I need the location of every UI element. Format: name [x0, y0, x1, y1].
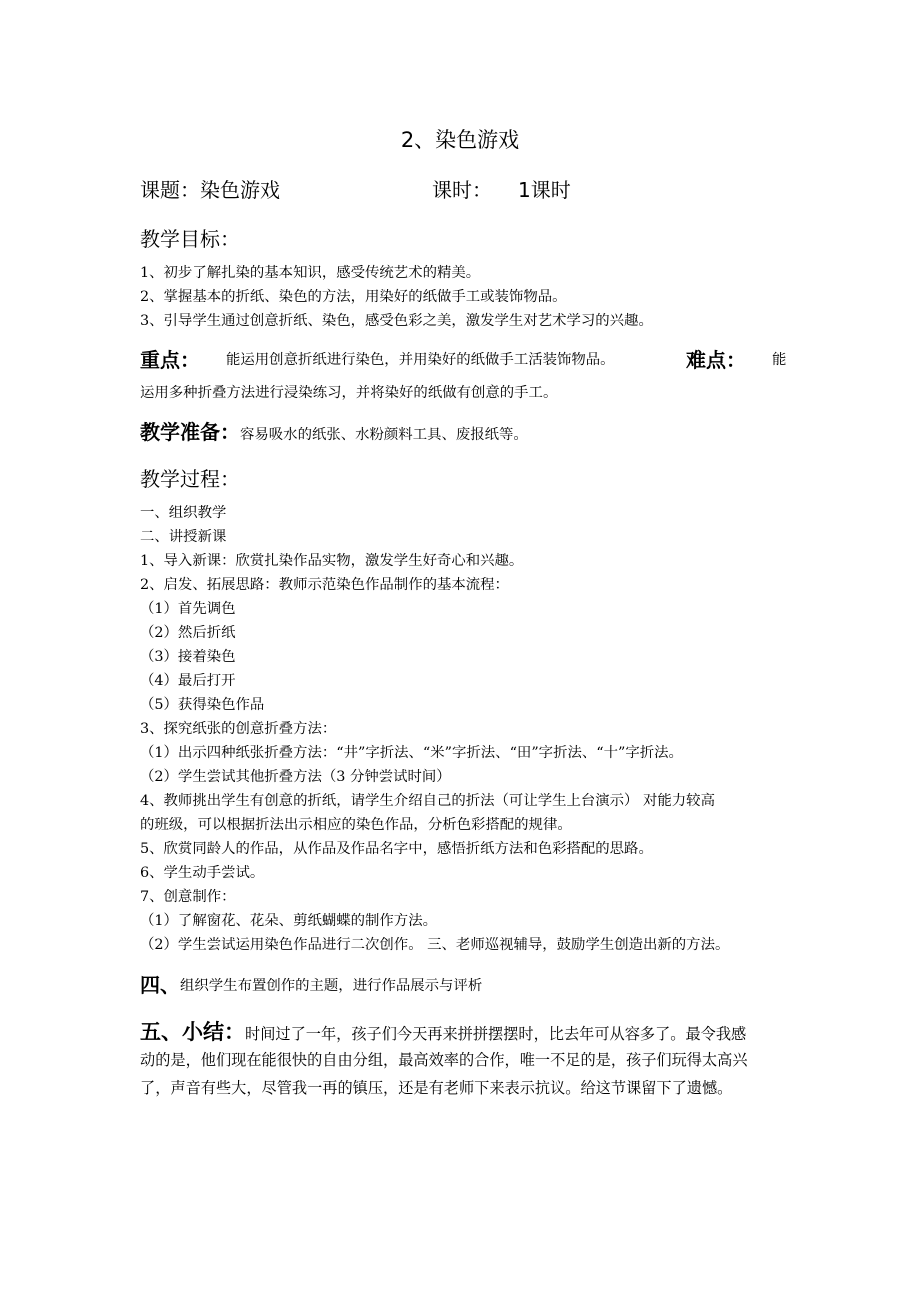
process-line: 2、启发、拓展思路：教师示范染色作品制作的基本流程： [140, 577, 509, 593]
section-four-label: 四、 [140, 973, 180, 997]
objective-item: 3、引导学生通过创意折纸、染色，感受色彩之美，激发学生对艺术学习的兴趣。 [140, 313, 653, 329]
section-four-row [140, 969, 482, 998]
process-line: 7、创意制作： [140, 889, 236, 905]
process-line: （5）获得染色作品 [140, 697, 265, 713]
topic-row [140, 174, 571, 203]
summary-line: 了，声音有些大，尽管我一再的镇压，还是有老师下来表示抗议。给这节课留下了遗憾。 [140, 1079, 733, 1097]
process-line: 的班级，可以根据折法出示相应的染色作品，分析色彩搭配的规律。 [140, 817, 572, 833]
key-point-text: 能运用创意折纸进行染色，并用染好的纸做手工活装饰物品。 [226, 352, 615, 368]
process-line: （1）首先调色 [140, 601, 236, 617]
difficulty-text-start: 能 [772, 352, 787, 368]
preparation-text: 容易吸水的纸张、水粉颜料工具、废报纸等。 [240, 427, 528, 443]
process-line: （4）最后打开 [140, 673, 236, 689]
process-line: （1）了解窗花、花朵、剪纸蝴蝶的制作方法。 [140, 913, 437, 929]
preparation-row [140, 416, 528, 445]
period-label: 课时： [432, 178, 492, 202]
summary-label: 五、小结： [140, 1020, 245, 1044]
period-value: 1课时 [518, 178, 571, 202]
process-line: 6、学生动手尝试。 [140, 865, 265, 881]
topic-label: 课题：染色游戏 [140, 178, 280, 202]
difficulty-text: 运用多种折叠方法进行浸染练习，并将染好的纸做有创意的手工。 [140, 385, 558, 401]
process-line: （3）接着染色 [140, 649, 236, 665]
summary-row [140, 1016, 746, 1046]
process-line: （2）学生尝试运用染色作品进行二次创作。 三、老师巡视辅导，鼓励学生创造出新的方法。 [140, 937, 730, 953]
process-line: （1）出示四种纸张折叠方法：“井”字折法、“米”字折法、“田”字折法、“十”字折法。 [140, 745, 683, 761]
summary-line: 时间过了一年，孩子们今天再来拼拼摆摆时，比去年可从容多了。最令我感 [245, 1025, 747, 1043]
objectives-heading: 教学目标： [140, 227, 240, 251]
objective-item: 2、掌握基本的折纸、染色的方法，用染好的纸做手工或装饰物品。 [140, 289, 567, 305]
process-line: （2）然后折纸 [140, 625, 236, 641]
preparation-label: 教学准备： [140, 420, 240, 444]
difficulty-label: 难点： [686, 348, 746, 372]
process-line: 5、欣赏同龄人的作品，从作品及作品名字中，感悟折纸方法和色彩搭配的思路。 [140, 841, 653, 857]
section-four-text: 组织学生布置创作的主题，进行作品展示与评析 [180, 978, 483, 994]
key-point-label: 重点： [140, 348, 200, 372]
process-line: 一、组织教学 [140, 505, 227, 521]
process-heading: 教学过程： [140, 467, 240, 491]
process-line: 3、探究纸张的创意折叠方法： [140, 721, 337, 737]
objective-item: 1、初步了解扎染的基本知识，感受传统艺术的精美。 [140, 265, 481, 281]
summary-line: 动的是，他们现在能很快的自由分组，最高效率的合作，唯一不足的是，孩子们玩得太高兴 [140, 1051, 748, 1069]
key-point-row [140, 344, 788, 373]
process-line: （2）学生尝试其他折叠方法（3 分钟尝试时间） [140, 769, 451, 785]
page-title: 2、染色游戏 [400, 128, 520, 152]
process-line: 1、导入新课：欣赏扎染作品实物，激发学生好奇心和兴趣。 [140, 553, 524, 569]
process-line: 二、讲授新课 [140, 529, 227, 545]
process-line: 4、教师挑出学生有创意的折纸，请学生介绍自己的折法（可让学生上台演示） 对能力较高 [140, 793, 715, 809]
